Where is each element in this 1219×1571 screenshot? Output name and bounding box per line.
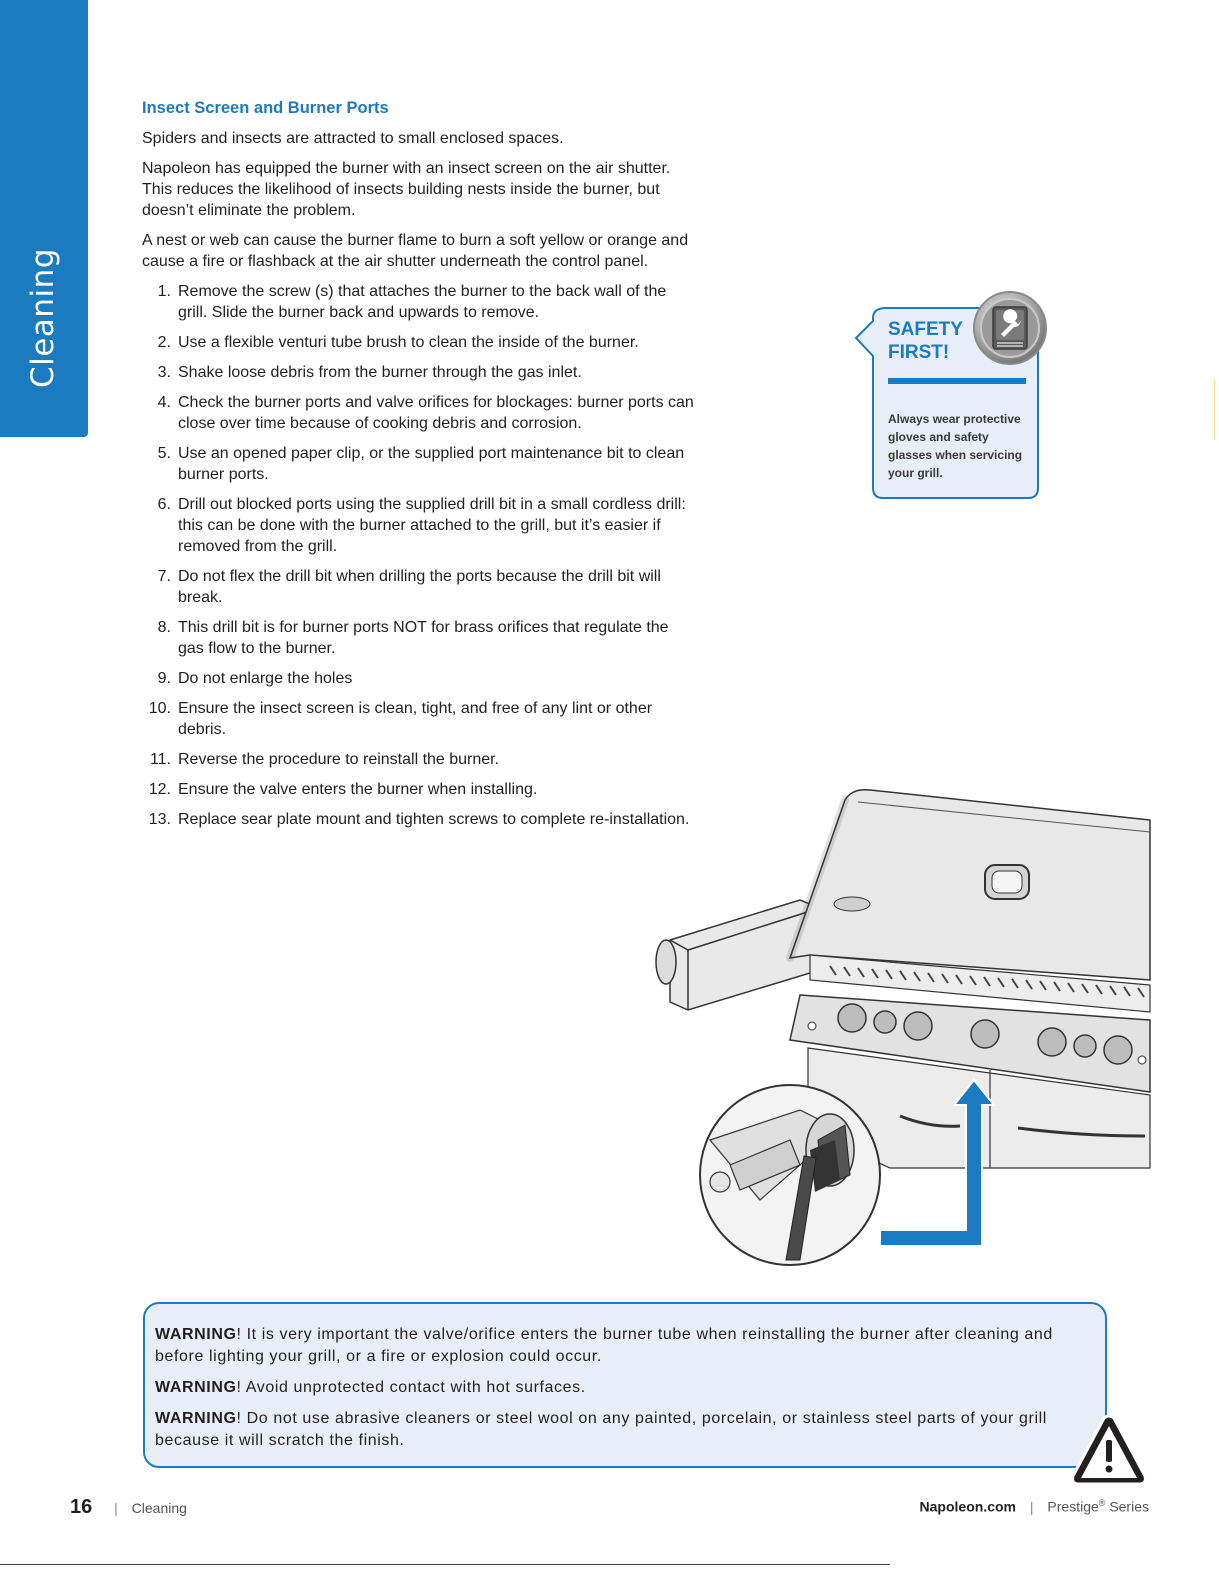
callout-divider xyxy=(888,378,1026,384)
step-item xyxy=(142,332,694,353)
side-tab-label: Cleaning xyxy=(25,248,61,388)
page-edge-mark xyxy=(1214,380,1215,440)
step-text: Ensure the insect screen is clean, tight, and free of any lint or other debris. xyxy=(178,700,653,738)
step-number: 9. xyxy=(157,670,171,687)
step-item xyxy=(142,443,694,485)
step-text: Ensure the valve enters the burner when installing. xyxy=(178,781,538,798)
step-text: Use a flexible venturi tube brush to clean the inside of the burner. xyxy=(178,334,639,351)
safety-first-callout xyxy=(854,290,1044,502)
step-text: Shake loose debris from the burner through the gas inlet. xyxy=(178,364,582,381)
step-number: 3. xyxy=(157,364,171,381)
warning-label: WARNING xyxy=(155,1379,237,1396)
footer-section: Cleaning xyxy=(131,1500,187,1516)
step-text: Use an opened paper clip, or the supplied port maintenance bit to clean burner ports. xyxy=(178,445,685,483)
footer-separator: | xyxy=(1029,1498,1034,1515)
footer-site: Napoleon.com xyxy=(919,1498,1016,1515)
footer-separator: | xyxy=(114,1500,118,1516)
manual-wrench-icon xyxy=(972,290,1048,366)
step-number: 13. xyxy=(148,811,171,828)
magnified-burner-detail xyxy=(700,1085,880,1265)
warning-item xyxy=(155,1324,1095,1368)
footer-left xyxy=(70,1496,187,1519)
warning-text xyxy=(155,1324,1095,1461)
callout-title xyxy=(888,318,978,364)
warning-message: ! Avoid unprotected contact with hot surfaces. xyxy=(236,1379,586,1396)
step-number: 8. xyxy=(157,619,171,636)
step-item xyxy=(142,566,694,608)
step-number: 5. xyxy=(157,445,171,462)
step-text: Check the burner ports and valve orifices for blockages: burner ports can close over time because of cooking debris and corrosion. xyxy=(178,394,694,432)
warning-triangle-icon xyxy=(1069,1412,1149,1488)
step-text: Drill out blocked ports using the supplied drill bit in a small cordless drill: this can be done with the burner attached to the grill, but it’s easier if removed from the grill. xyxy=(178,496,686,555)
grill-lid xyxy=(790,790,1150,980)
step-item xyxy=(142,698,694,740)
step-number: 4. xyxy=(157,394,171,411)
step-item xyxy=(142,617,694,659)
footer-right xyxy=(920,1498,1149,1515)
step-text: Reverse the procedure to reinstall the burner. xyxy=(178,751,500,768)
intro-paragraph: A nest or web can cause the burner flame to burn a soft yellow or orange and cause a fire or flashback at the air shutter underneath the control panel. xyxy=(142,232,689,270)
step-item xyxy=(142,809,694,830)
step-number: 7. xyxy=(157,568,171,585)
section-side-tab xyxy=(0,0,88,437)
step-number: 1. xyxy=(157,283,171,300)
warning-item xyxy=(155,1408,1095,1452)
step-number: 12. xyxy=(148,781,171,798)
warning-item xyxy=(155,1377,1095,1399)
step-text: Remove the screw (s) that attaches the burner to the back wall of the grill. Slide the burner back and upwards to remove. xyxy=(178,283,667,321)
step-number: 2. xyxy=(157,334,171,351)
callout-title-line: SAFETY xyxy=(888,319,963,340)
step-number: 11. xyxy=(149,751,171,768)
main-content xyxy=(142,98,694,839)
warning-label: WARNING xyxy=(155,1326,237,1343)
intro-paragraph: Spiders and insects are attracted to small enclosed spaces. xyxy=(142,130,564,147)
grill-burner-illustration xyxy=(640,780,1160,1280)
step-text: Do not enlarge the holes xyxy=(178,670,353,687)
step-item xyxy=(142,392,694,434)
section-heading: Insect Screen and Burner Ports xyxy=(142,99,389,117)
warning-box xyxy=(143,1302,1107,1468)
step-item xyxy=(142,668,694,689)
step-item xyxy=(142,281,694,323)
warning-message: ! Do not use abrasive cleaners or steel wool on any painted, porcelain, or stainless steel parts of your grill because it will scratch the finish. xyxy=(155,1410,1047,1449)
page-number: 16 xyxy=(70,1496,93,1518)
step-item xyxy=(142,494,694,557)
cleaning-steps-list xyxy=(142,281,694,830)
step-item xyxy=(142,749,694,770)
intro-paragraph: Napoleon has equipped the burner with an insect screen on the air shutter. This reduces the likelihood of insects building nests inside the burner, but doesn’t eliminate the problem. xyxy=(142,160,671,219)
step-item xyxy=(142,779,694,800)
footer-series-word: Series xyxy=(1109,1498,1149,1515)
registered-mark: ® xyxy=(1098,1498,1106,1508)
step-item xyxy=(142,362,694,383)
bottom-rule xyxy=(0,1564,890,1565)
step-number: 6. xyxy=(157,496,171,513)
step-text: This drill bit is for burner ports NOT for brass orifices that regulate the gas flow to the burner. xyxy=(178,619,669,657)
callout-body: Always wear protective gloves and safety glasses when servicing your grill. xyxy=(888,412,1023,480)
step-text: Replace sear plate mount and tighten screws to complete re-installation. xyxy=(178,811,690,828)
footer-series-name: Prestige xyxy=(1047,1498,1099,1515)
warning-message: ! It is very important the valve/orifice enters the burner tube when reinstalling the burner after cleaning and before lighting your grill, or a fire or explosion could occur. xyxy=(155,1326,1053,1365)
step-number: 10. xyxy=(148,700,171,717)
callout-title-line: FIRST! xyxy=(888,342,950,363)
step-text: Do not flex the drill bit when drilling the ports because the drill bit will break. xyxy=(178,568,661,606)
warning-label: WARNING xyxy=(155,1410,237,1427)
